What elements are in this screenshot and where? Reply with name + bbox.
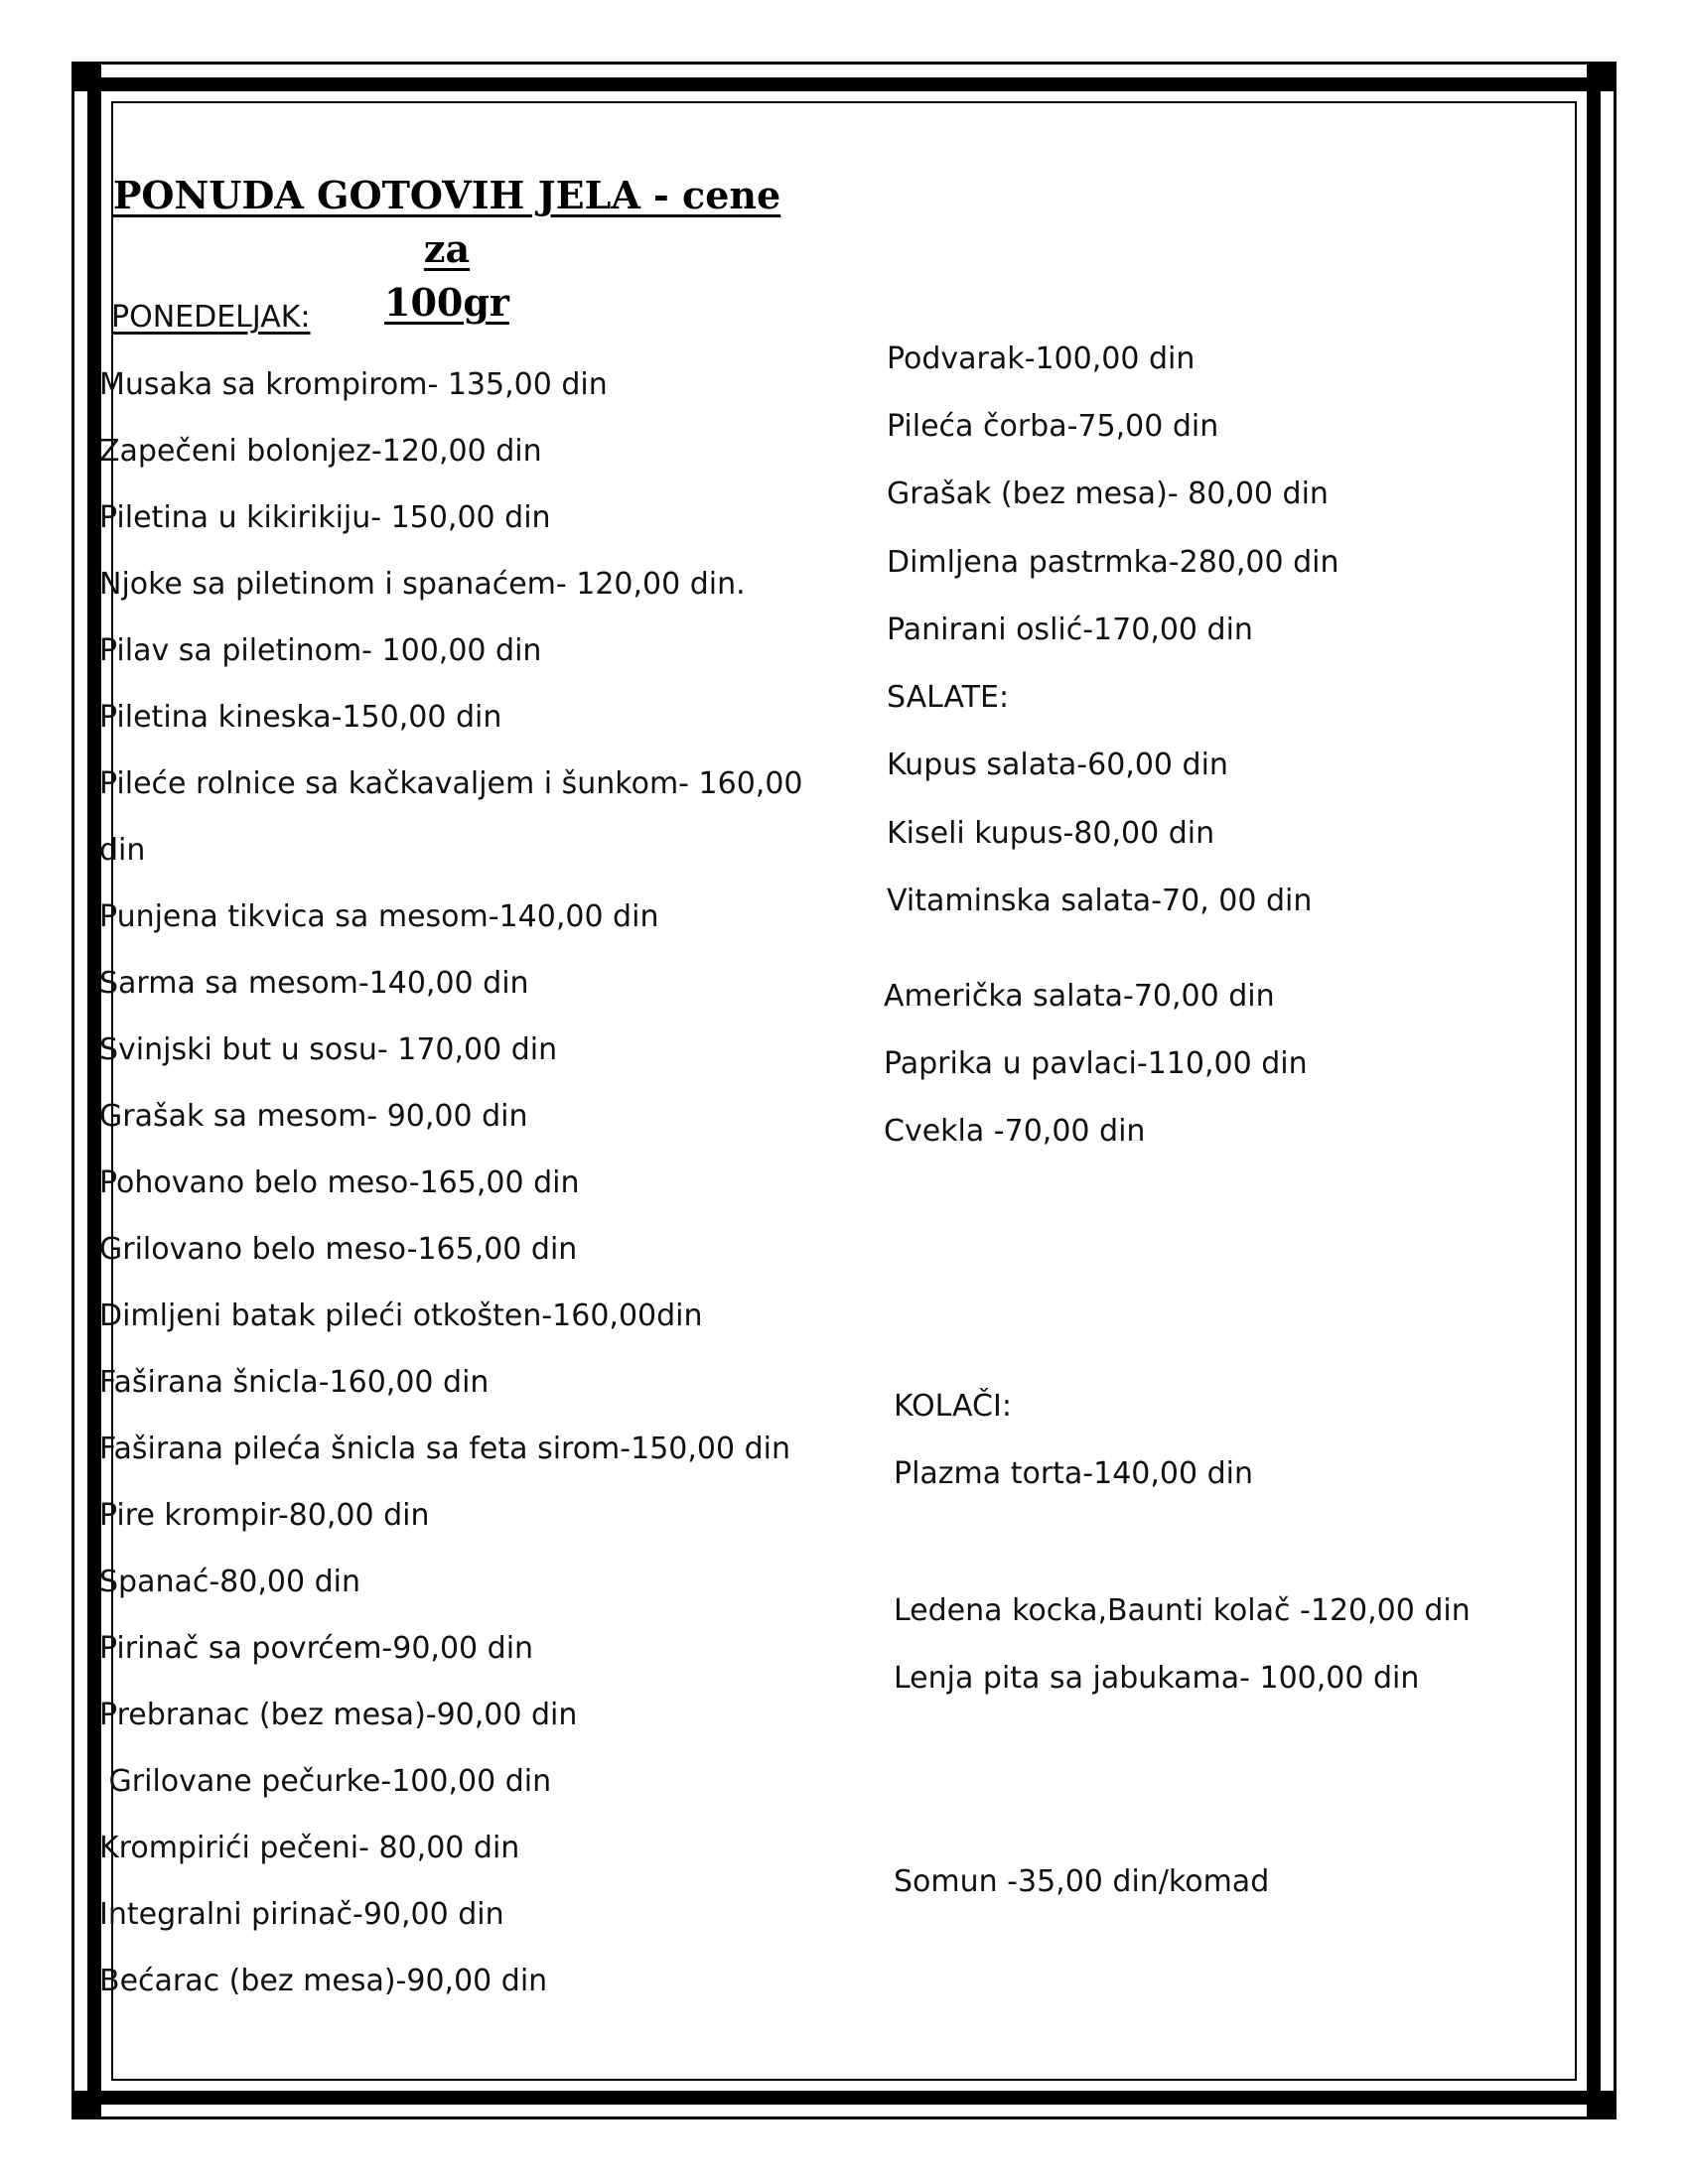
border-outer-right xyxy=(1614,62,1617,2119)
menu-item: Grašak sa mesom- 90,00 din xyxy=(99,1099,528,1134)
menu-item: Krompirići pečeni- 80,00 din xyxy=(99,1831,520,1865)
border-outer-left xyxy=(71,62,74,2119)
heading-salate: SALATE: xyxy=(887,680,1010,715)
menu-item: Svinjski but u sosu- 170,00 din xyxy=(99,1032,558,1067)
border-inner-top xyxy=(111,101,1577,103)
menu-item: Spanać-80,00 din xyxy=(99,1565,360,1599)
border-thick-top xyxy=(87,77,1601,91)
salad-item: Kiseli kupus-80,00 din xyxy=(887,816,1215,851)
menu-item: Sarma sa mesom-140,00 din xyxy=(99,966,529,1001)
border-inner-right xyxy=(1575,101,1577,2081)
menu-item: Grilovano belo meso-165,00 din xyxy=(99,1232,578,1267)
menu-item: Njoke sa piletinom i spanaćem- 120,00 din. xyxy=(99,567,746,602)
menu-item: Dimljena pastrmka-280,00 din xyxy=(887,545,1339,580)
border-corner-br xyxy=(1587,2091,1617,2119)
heading-kolaci: KOLAČI: xyxy=(894,1389,1012,1424)
dessert-item: Ledena kocka,Baunti kolač -120,00 din xyxy=(894,1593,1471,1628)
menu-item: Pileća čorba-75,00 din xyxy=(887,409,1219,444)
border-corner-bl xyxy=(71,2091,101,2119)
menu-item: Pilav sa piletinom- 100,00 din xyxy=(99,633,542,668)
menu-item-continued: din xyxy=(99,833,146,868)
border-corner-tl xyxy=(71,62,101,91)
menu-item: Bećarac (bez mesa)-90,00 din xyxy=(99,1964,548,1998)
title-line-2: 100gr xyxy=(384,280,509,325)
menu-item: Punjena tikvica sa mesom-140,00 din xyxy=(99,899,659,934)
border-inner-bottom xyxy=(111,2079,1577,2081)
menu-item: Faširana pileća šnicla sa feta sirom-150,00 din xyxy=(99,1432,791,1466)
salad-item: Vitaminska salata-70, 00 din xyxy=(887,884,1313,918)
menu-item: Pirinač sa povrćem-90,00 din xyxy=(99,1631,534,1666)
border-corner-tr xyxy=(1587,62,1617,91)
dessert-item: Plazma torta-140,00 din xyxy=(894,1456,1254,1491)
menu-item: Integralni pirinač-90,00 din xyxy=(99,1897,504,1932)
menu-item: Pohovano belo meso-165,00 din xyxy=(99,1165,580,1200)
menu-item: Prebranac (bez mesa)-90,00 din xyxy=(99,1698,578,1732)
border-outer-bottom xyxy=(71,2116,1617,2119)
salad-item: Paprika u pavlaci-110,00 din xyxy=(884,1046,1308,1081)
salad-item: Američka salata-70,00 din xyxy=(884,979,1275,1014)
menu-item: Musaka sa krompirom- 135,00 din xyxy=(99,367,608,402)
menu-item: Pileće rolnice sa kačkavaljem i šunkom- 160,00 xyxy=(99,766,803,801)
menu-item: Pire krompir-80,00 din xyxy=(99,1498,430,1533)
menu-item: Grašak (bez mesa)- 80,00 din xyxy=(887,477,1329,511)
somun-item: Somun -35,00 din/komad xyxy=(894,1864,1270,1899)
menu-item: Piletina kineska-150,00 din xyxy=(99,700,502,735)
menu-item: Panirani oslić-170,00 din xyxy=(887,613,1253,647)
border-thick-bottom xyxy=(87,2091,1601,2105)
border-outer-top xyxy=(71,62,1617,65)
salad-item: Cvekla -70,00 din xyxy=(884,1114,1146,1149)
menu-item: Faširana šnicla-160,00 din xyxy=(99,1365,490,1400)
menu-item: Podvarak-100,00 din xyxy=(887,341,1196,376)
title-line-1: PONUDA GOTOVIH JELA - cene za xyxy=(112,173,781,271)
salad-item: Kupus salata-60,00 din xyxy=(887,748,1228,782)
menu-item: Zapečeni bolonjez-120,00 din xyxy=(99,434,542,469)
menu-item: Grilovane pečurke-100,00 din xyxy=(99,1764,552,1799)
menu-item: Piletina u kikirikiju- 150,00 din xyxy=(99,500,551,535)
border-thick-right xyxy=(1587,77,1601,2105)
heading-ponedeljak: PONEDELJAK: xyxy=(111,300,311,335)
dessert-item: Lenja pita sa jabukama- 100,00 din xyxy=(894,1661,1420,1696)
menu-item: Dimljeni batak pileći otkošten-160,00din xyxy=(99,1298,703,1333)
